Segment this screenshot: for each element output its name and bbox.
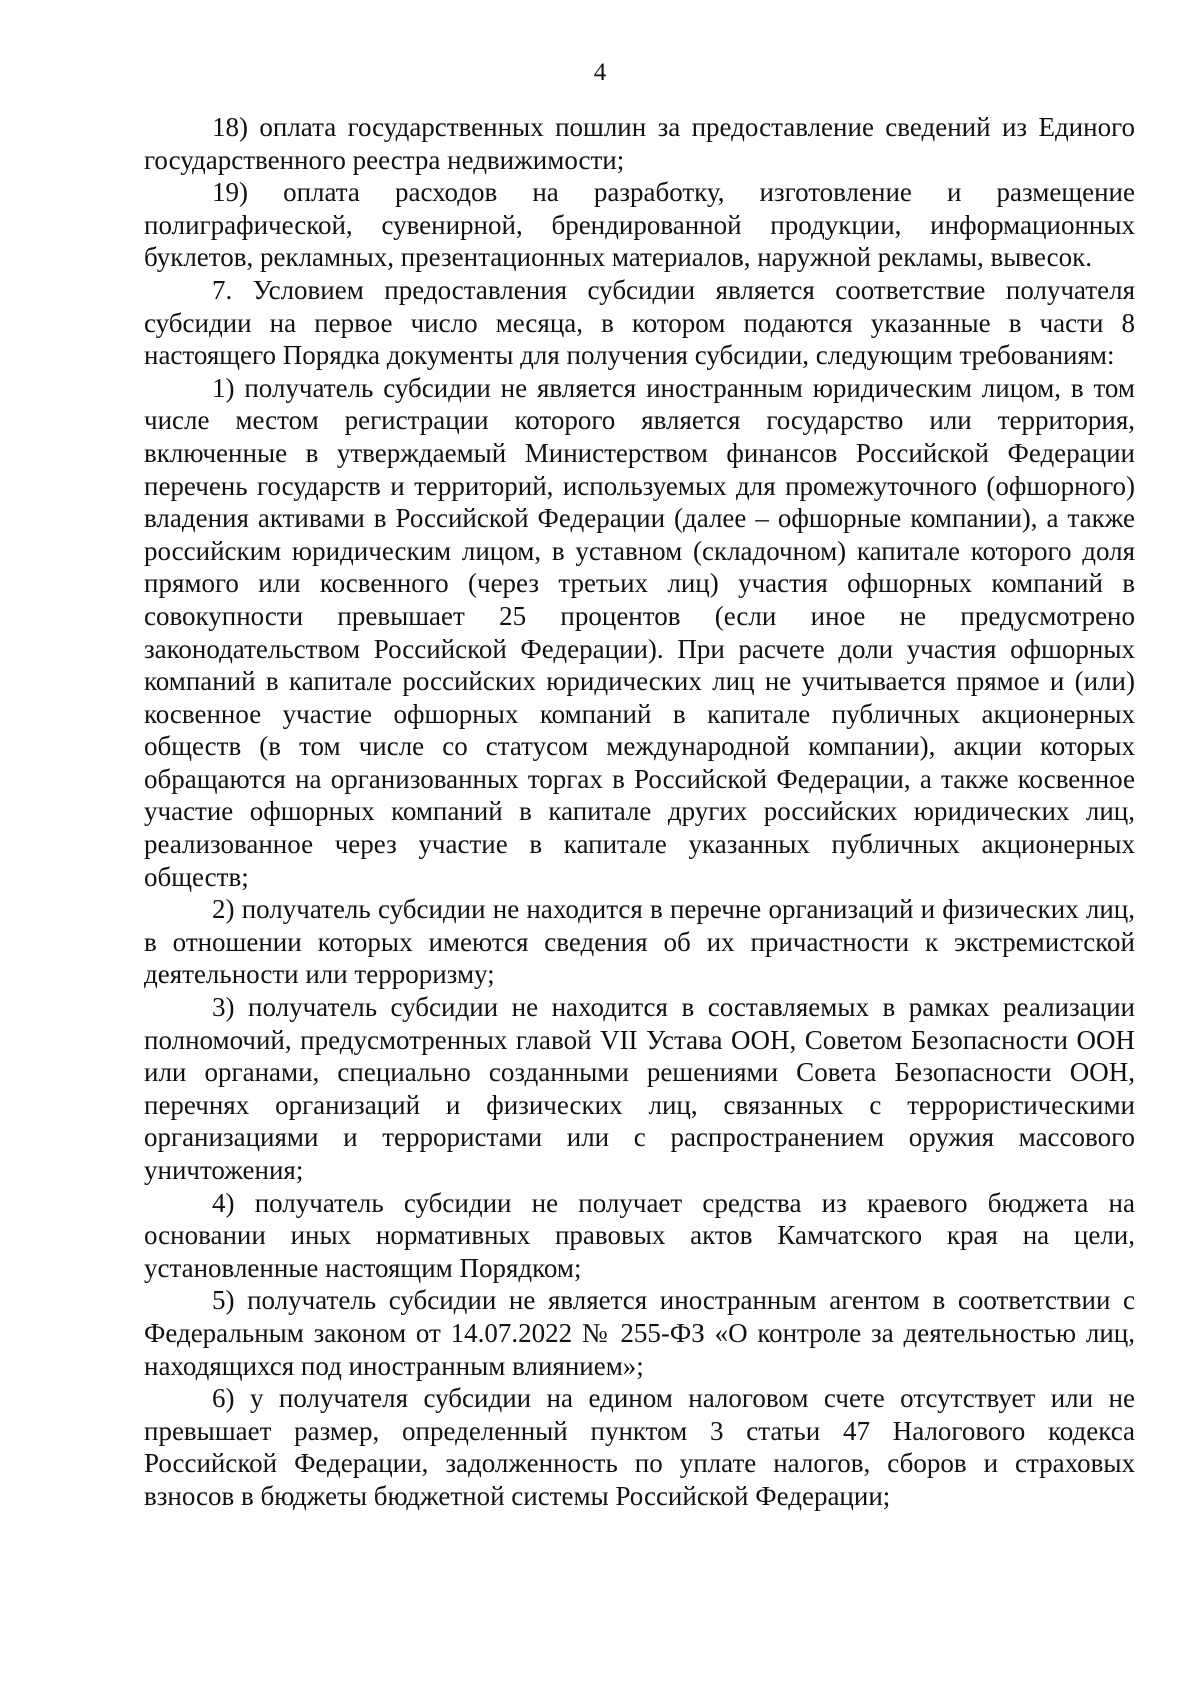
paragraph-requirement-3: 3) получатель субсидии не находится в составляемых в рамках реализации полномочий, предусмотренных главой VII Устава ООН, Советом Безопасности ООН или органами, специально созданными решениями Совета Безопасности ООН, перечнях организаций и физических лиц, связанных с террористическими организациями и террористами или с распространением оружия массового уничтожения; (144, 992, 1135, 1185)
paragraph-item-19: 19) оплата расходов на разработку, изготовление и размещение полиграфической, сувенирной, брендированной продукции, информационных буклетов, рекламных, презентационных материалов, наружной рекламы, вывесок. (144, 177, 1135, 273)
paragraph-section-7: 7. Условием предоставления субсидии является соответствие получателя субсидии на первое число месяца, в котором подаются указанные в части 8 настоящего Порядка документы для получения субсидии, следующим требованиям: (144, 274, 1135, 371)
paragraph-requirement-1: 1) получатель субсидии не является иностранным юридическим лицом, в том числе местом регистрации которого является государство или территория, включенные в утверждаемый Министерством финансов Российской Федерации перечень государств и территорий, используемых для промежуточного (офшорного) владения активами в Российской Федерации (далее – офшорные компании), а также российским юридическим лицом, в уставном (складочном) капитале которого доля прямого или косвенного (через третьих лиц) участия офшорных компаний в совокупности превышает 25 процентов (если иное не предусмотрено законодательством Российской Федерации). При расчете доли участия офшорных компаний в капитале российских юридических лиц не учитывается прямое и (или) косвенное участие офшорных компаний в капитале публичных акционерных обществ (в том числе со статусом международной компании), акции которых обращаются на организованных торгах в Российской Федерации, а также косвенное участие офшорных компаний в капитале других российских юридических лиц, реализованное через участие в капитале указанных публичных акционерных обществ; (144, 372, 1135, 892)
paragraph-requirement-6: 6) у получателя субсидии на едином налоговом счете отсутствует или не превышает размер, определенный пунктом 3 статьи 47 Налогового кодекса Российской Федерации, задолженность по уплате налогов, сборов и страховых взносов в бюджеты бюджетной системы Российской Федерации; (144, 1383, 1135, 1511)
document-body (144, 111, 1135, 1513)
paragraph-requirement-5: 5) получатель субсидии не является иностранным агентом в соответствии с Федеральным законом от 14.07.2022 № 255-ФЗ «О контроле за деятельностью лиц, находящихся под иностранным влиянием»; (144, 1285, 1135, 1381)
paragraph-requirement-4: 4) получатель субсидии не получает средства из краевого бюджета на основании иных нормативных правовых актов Камчатского края на цели, установленные настоящим Порядком; (144, 1187, 1135, 1283)
paragraph-requirement-2: 2) получатель субсидии не находится в перечне организаций и физических лиц, в отношении которых имеются сведения об их причастности к экстремистской деятельности или терроризму; (144, 894, 1135, 990)
paragraph-item-18: 18) оплата государственных пошлин за предоставление сведений из Единого государственного реестра недвижимости; (144, 112, 1135, 175)
page-number: 4 (593, 59, 607, 86)
